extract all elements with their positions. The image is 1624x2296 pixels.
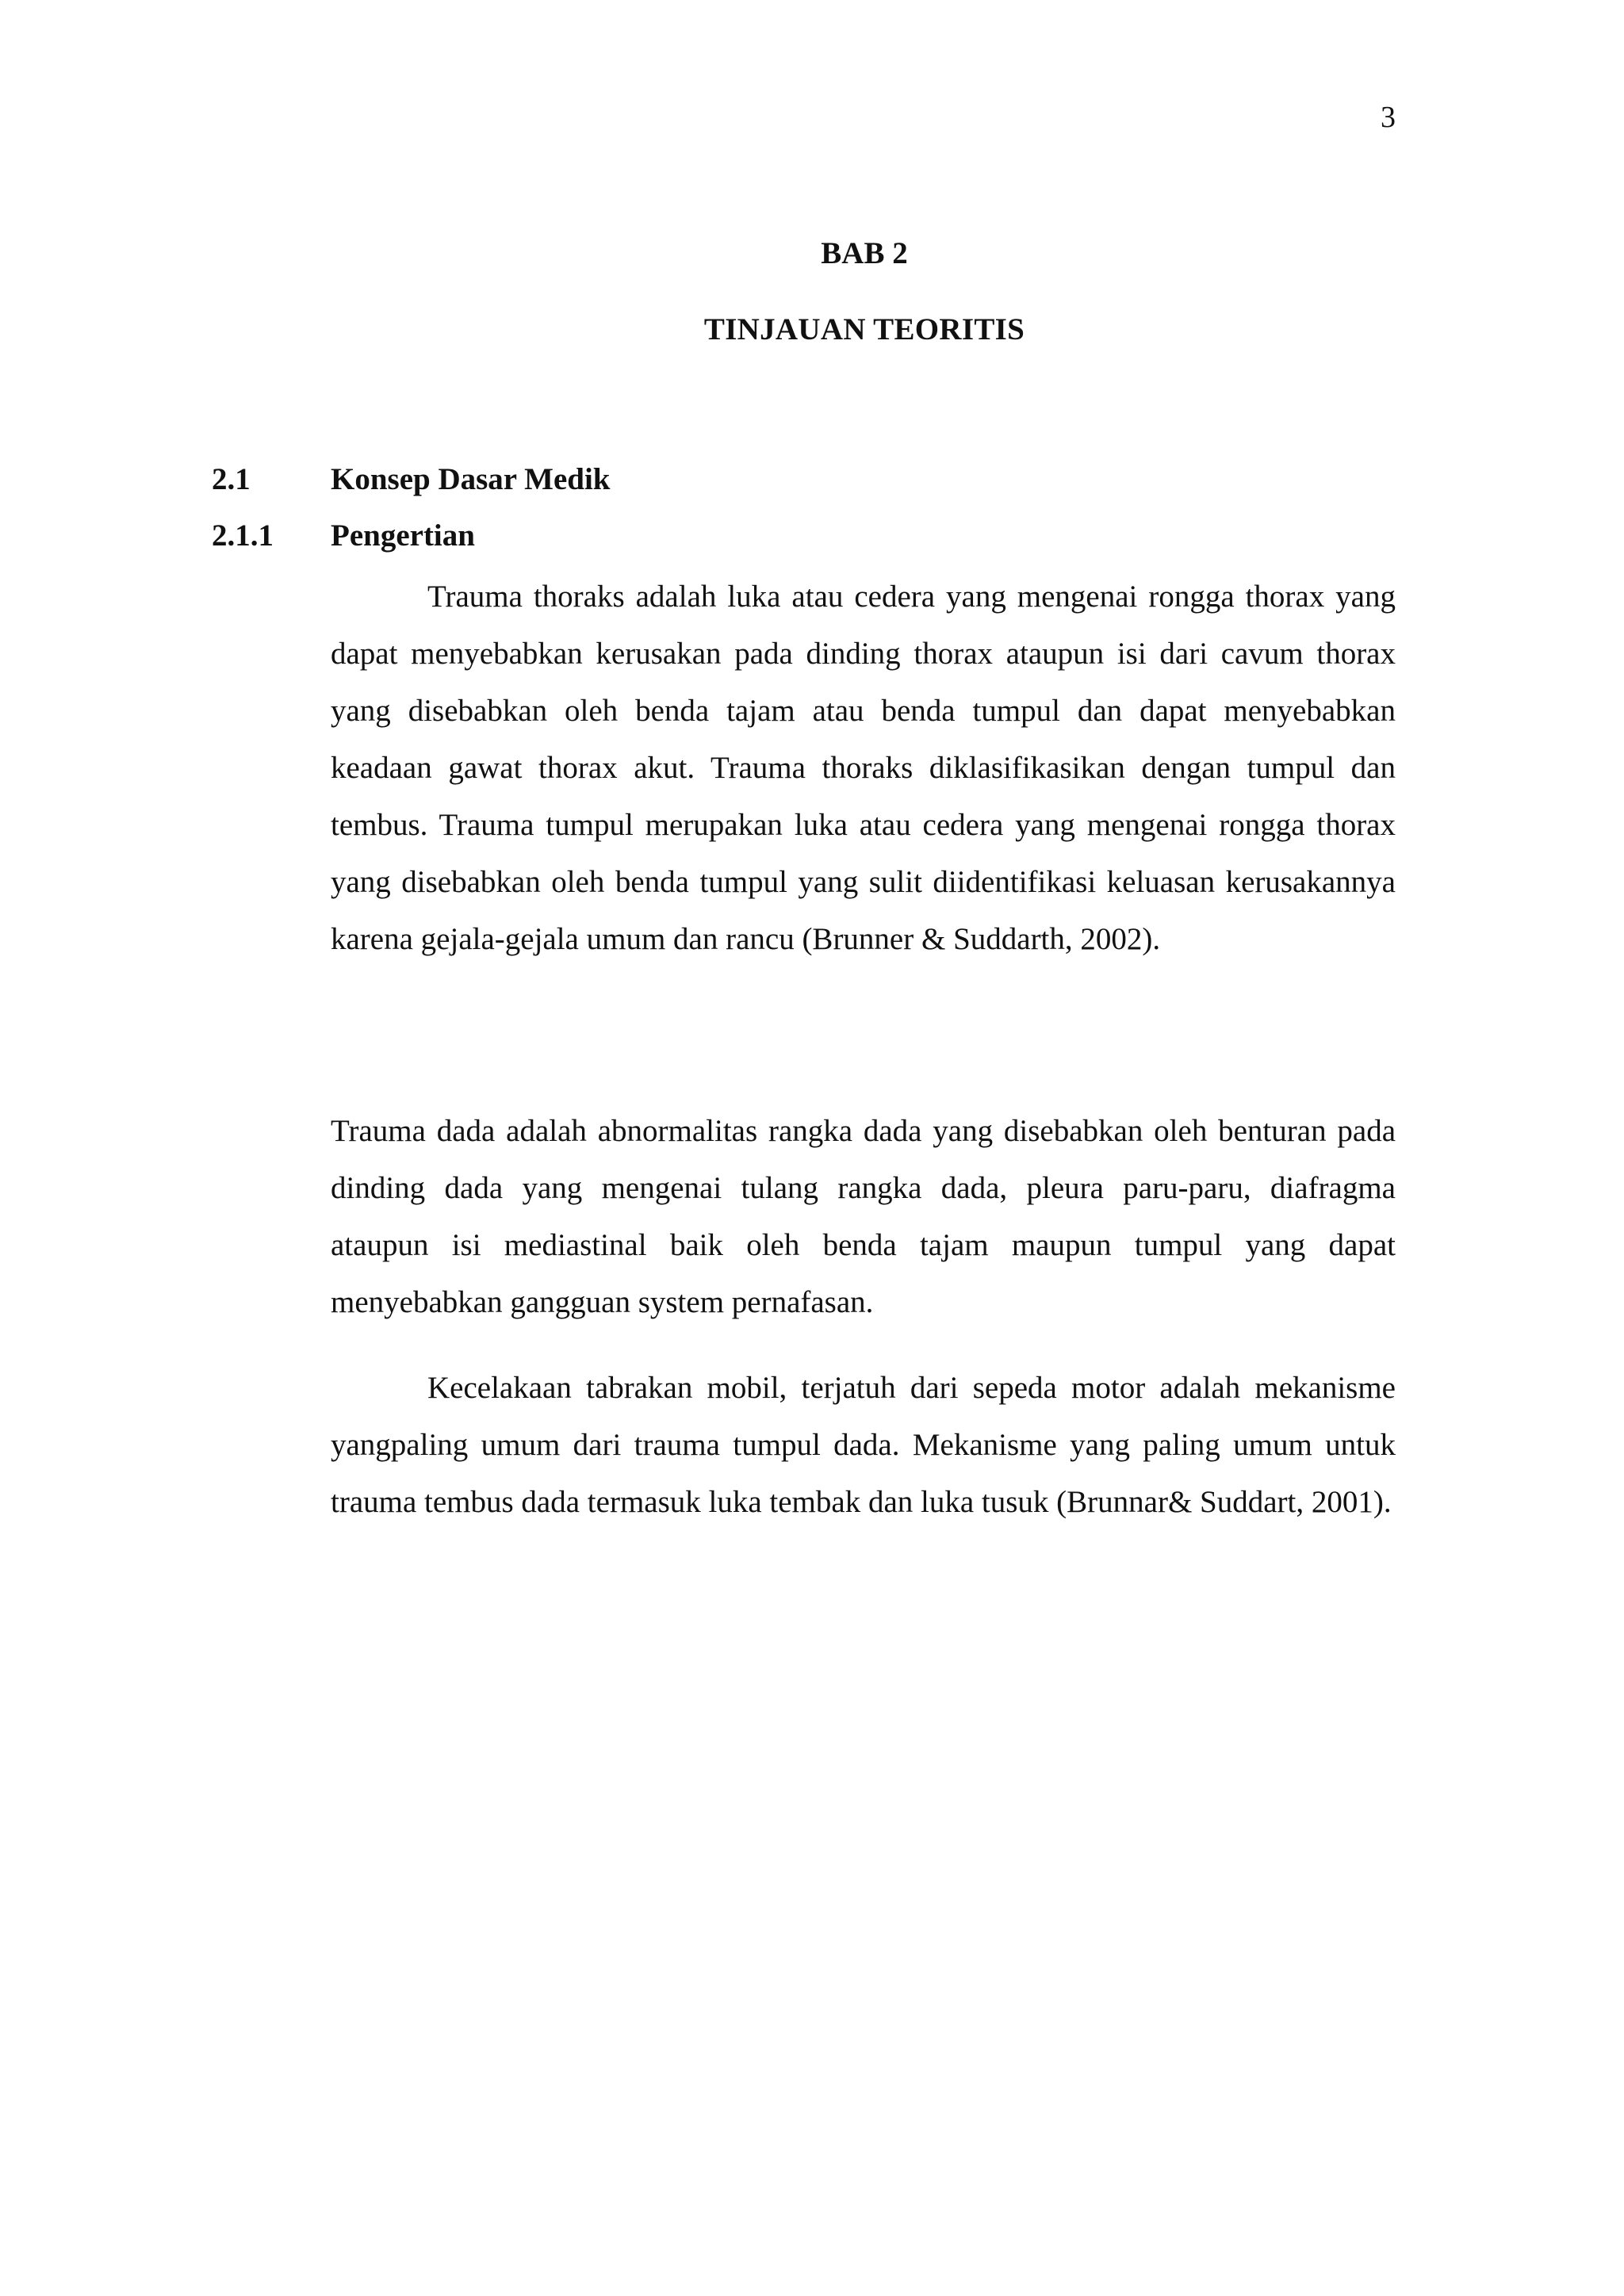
subsection-number: 2.1.1 xyxy=(212,519,274,553)
section-number: 2.1 xyxy=(212,462,251,496)
chapter-title: TINJAUAN TEORITIS xyxy=(703,312,1025,346)
section-title: Konsep Dasar Medik xyxy=(331,462,611,496)
paragraph-mechanism: Kecelakaan tabrakan mobil, terjatuh dari sepeda motor adalah mekanisme yangpaling umum dari trauma tumpul dada. Mekanisme yang paling umum untuk trauma tembus dada termasuk luka tembak dan luka tusuk (Brunnar& Suddart, 2001). xyxy=(331,1371,1396,1519)
page-number: 3 xyxy=(1381,101,1396,134)
subsection-title: Pengertian xyxy=(331,519,475,553)
paragraph-definition-trauma-dada: Trauma dada adalah abnormalitas rangka dada yang disebabkan oleh benturan pada dinding dada yang mengenai tulang rangka dada, pleura paru-paru, diafragma ataupun isi mediastinal baik oleh benda tajam maupun tumpul yang dapat menyebabkan gangguan system pernafasan. xyxy=(331,1114,1396,1319)
chapter-label: BAB 2 xyxy=(821,236,908,270)
paragraph-definition-trauma-thoraks: Trauma thoraks adalah luka atau cedera yang mengenai rongga thorax yang dapat menyebabkan kerusakan pada dinding thorax ataupun isi dari cavum thorax yang disebabkan oleh benda tajam atau benda tumpul dan dapat menyebabkan keadaan gawat thorax akut. Trauma thoraks diklasifikasikan dengan tumpul dan tembus. Trauma tumpul merupakan luka atau cedera yang mengenai rongga thorax yang disebabkan oleh benda tumpul yang sulit diidentifikasi keluasan kerusakannya karena gejala-gejala umum dan rancu (Brunner & Suddarth, 2002). xyxy=(331,580,1396,956)
